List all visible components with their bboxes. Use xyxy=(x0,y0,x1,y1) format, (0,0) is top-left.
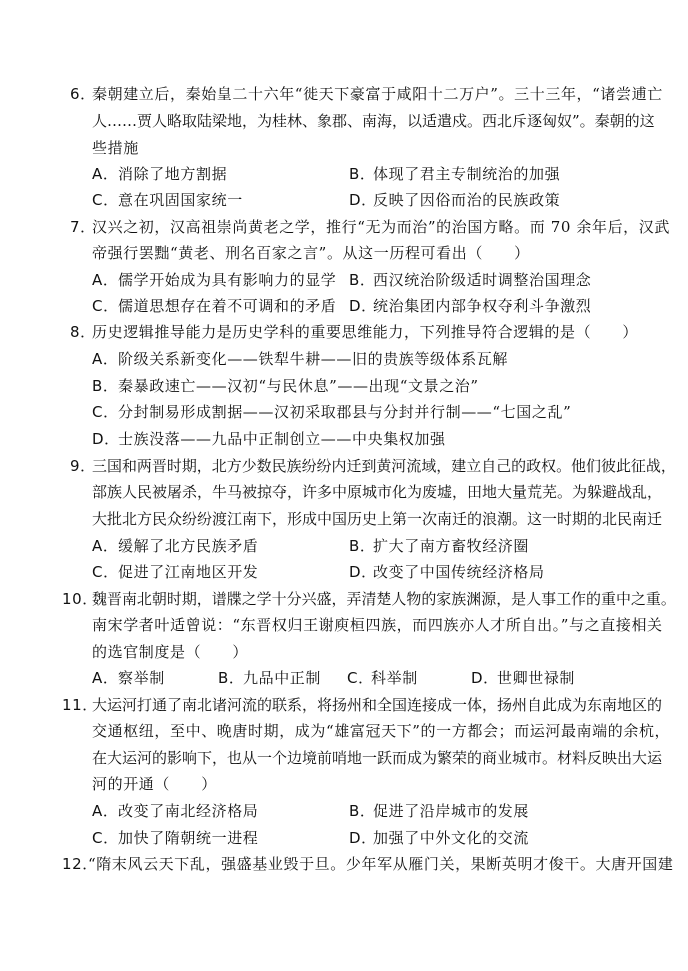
option-label: C． xyxy=(347,669,374,687)
option-label: B． xyxy=(349,165,376,183)
option-label: C． xyxy=(92,829,119,847)
option-label: A． xyxy=(92,165,119,183)
option-label: D． xyxy=(349,563,377,581)
question-text-line: 汉兴之初，汉高祖崇尚黄老之学，推行“无为而治”的治国方略。而 70 余年后，汉武 xyxy=(92,218,670,236)
option-text: 九品中正制 xyxy=(243,669,322,687)
question-number: 6． xyxy=(70,85,96,103)
option-label: D． xyxy=(92,430,120,448)
question-text-line: 大运河打通了南北诸河流的联系，将扬州和全国连接成一体，扬州自此成为东南地区的 xyxy=(92,696,663,714)
option-label: D． xyxy=(349,829,377,847)
option-text: 加快了隋朝统一进程 xyxy=(118,829,259,847)
question-text-line: 魏晋南北朝时期，谱牒之学十分兴盛，弄清楚人物的家族渊源，是人事工作的重中之重。 xyxy=(92,590,676,608)
option-label: C． xyxy=(92,403,119,421)
option-text: 缓解了北方民族矛盾 xyxy=(118,537,259,555)
option-label: D． xyxy=(349,297,377,315)
question-text-line: 交通枢纽，至中、晚唐时期，成为“雄富冠天下”的一方都会；而运河最南端的余杭， xyxy=(92,722,671,740)
option-text: 世卿世禄制 xyxy=(497,669,576,687)
question-text-line: 在大运河的影响下，也从一个边境前哨地一跃而成为繁荣的商业城市。材料反映出大运 xyxy=(92,749,663,767)
question-text-line: 些措施 xyxy=(92,139,139,157)
option-label: C． xyxy=(92,563,119,581)
option-text: 扩大了南方畜牧经济圈 xyxy=(373,537,530,555)
question-text-line: 人……贾人略取陆梁地，为桂林、象郡、南海，以适遣戍。西北斥逐匈奴”。秦朝的这 xyxy=(92,112,655,130)
question-text-line: 三国和两晋时期，北方少数民族纷纷内迁到黄河流域，建立自己的政权。他们彼此征战， xyxy=(92,457,676,475)
question-text-line: 秦朝建立后，秦始皇二十六年“徙天下豪富于咸阳十二万户”。三十三年，“诸尝逋亡 xyxy=(92,85,663,103)
option-text: 意在巩固国家统一 xyxy=(118,191,243,209)
option-label: A． xyxy=(92,802,119,820)
option-text: 儒道思想存在着不可调和的矛盾 xyxy=(118,297,337,315)
option-label: A． xyxy=(92,669,119,687)
question-number: 11． xyxy=(62,696,98,714)
question-number: 7． xyxy=(70,218,96,236)
option-label: A． xyxy=(92,537,119,555)
question-text-line: 南宋学者叶适曾说：“东晋权归王谢庾桓四族，而四族亦人才所自出。”与之直接相关 xyxy=(92,616,663,634)
option-text: 分封制易形成割据——汉初采取郡县与分封并行制——“七国之乱” xyxy=(118,403,572,421)
question-number: 12． xyxy=(62,855,98,873)
question-text-line: 帝强行罢黜“黄老、刑名百家之言”。从这一历程可看出（ ） xyxy=(92,244,530,262)
option-text: 反映了因俗而治的民族政策 xyxy=(373,191,561,209)
option-label: B． xyxy=(349,537,376,555)
option-text: 促进了沿岸城市的发展 xyxy=(373,802,530,820)
option-label: B． xyxy=(349,802,376,820)
option-label: C． xyxy=(92,191,119,209)
question-number: 8． xyxy=(70,323,96,341)
option-text: 儒学开始成为具有影响力的显学 xyxy=(118,271,337,289)
option-text: 改变了南北经济格局 xyxy=(118,802,259,820)
option-label: C． xyxy=(92,297,119,315)
option-label: A． xyxy=(92,350,119,368)
option-label: D． xyxy=(349,191,377,209)
option-text: 科举制 xyxy=(371,669,418,687)
option-text: 西汉统治阶级适时调整治国理念 xyxy=(373,271,592,289)
option-text: 阶级关系新变化——铁犁牛耕——旧的贵族等级体系瓦解 xyxy=(118,350,509,368)
option-text: 士族没落——九品中正制创立——中央集权加强 xyxy=(118,430,446,448)
question-text-line: 河的开通（ ） xyxy=(92,775,217,793)
option-text: 改变了中国传统经济格局 xyxy=(373,563,545,581)
option-text: 加强了中外文化的交流 xyxy=(373,829,530,847)
option-label: B． xyxy=(218,669,245,687)
option-label: B． xyxy=(92,377,119,395)
option-text: 促进了江南地区开发 xyxy=(118,563,259,581)
question-text-line: 大批北方民众纷纷渡江南下，形成中国历史上第一次南迁的浪潮。这一时期的北民南迁 xyxy=(92,510,663,528)
question-number: 10． xyxy=(62,590,98,608)
option-text: 体现了君主专制统治的加强 xyxy=(373,165,561,183)
option-label: A． xyxy=(92,271,119,289)
option-label: D． xyxy=(471,669,499,687)
question-text-line: 部族人民被屠杀，牛马被掠夺，许多中原城市化为废墟，田地大量荒芜。为躲避战乱， xyxy=(92,483,663,501)
question-text-line: 的选官制度是（ ） xyxy=(92,643,249,661)
option-label: B． xyxy=(349,271,376,289)
question-text-line: 历史逻辑推导能力是历史学科的重要思维能力，下列推导符合逻辑的是（ ） xyxy=(92,323,639,341)
question-text-line: “隋末风云天下乱，强盛基业毁于旦。少年军从雁门关，果断英明才俊干。大唐开国建 xyxy=(88,855,674,873)
question-number: 9． xyxy=(70,457,96,475)
option-text: 秦暴政速亡——汉初“与民休息”——出现“文景之治” xyxy=(118,377,479,395)
option-text: 察举制 xyxy=(118,669,165,687)
option-text: 消除了地方割据 xyxy=(118,165,228,183)
option-text: 统治集团内部争权夺利斗争激烈 xyxy=(373,297,592,315)
